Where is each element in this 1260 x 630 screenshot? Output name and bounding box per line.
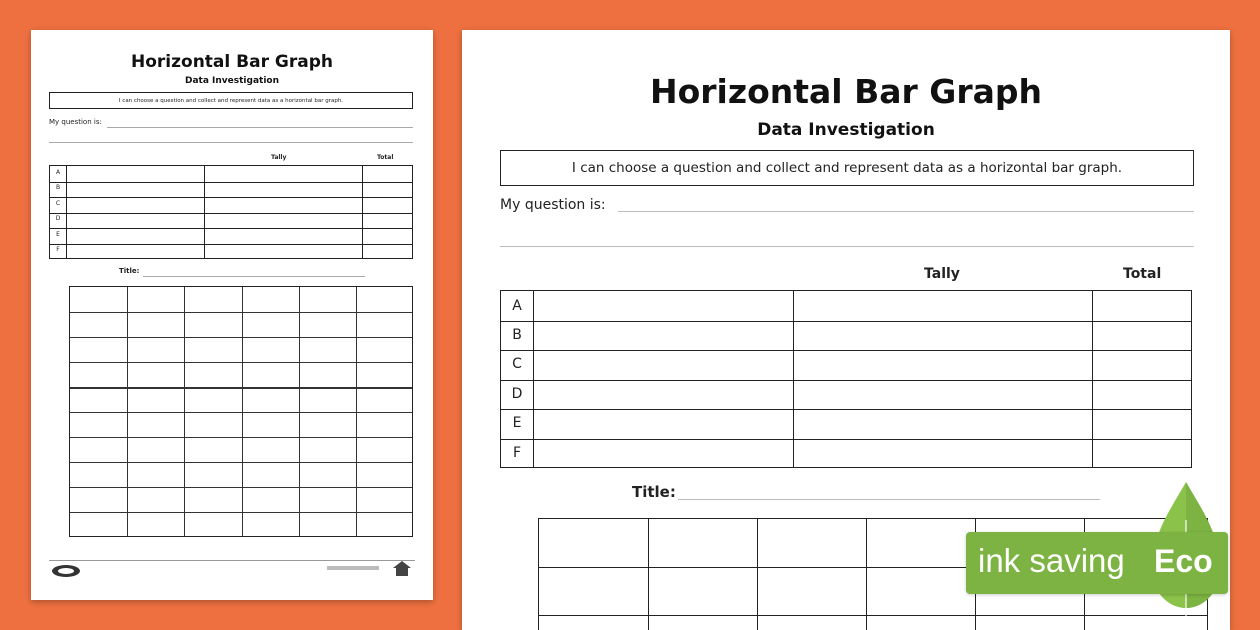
- eco-label: Eco: [1154, 543, 1213, 579]
- row-label-c: C: [512, 356, 522, 372]
- preview-total-header: Total: [377, 154, 394, 161]
- preview-row-label: B: [55, 184, 61, 191]
- preview-goal-box: [49, 92, 413, 109]
- ink-saving-text: ink saving: [978, 542, 1125, 579]
- worksheet-subtitle: Data Investigation: [757, 120, 935, 140]
- preview-row-label: E: [56, 231, 60, 238]
- preview-row-label: F: [56, 246, 60, 253]
- preview-graph-title-line: [143, 276, 365, 277]
- goal-text: I can choose a question and collect and represent data as a horizontal bar graph.: [571, 160, 1123, 176]
- question-label: My question is:: [500, 197, 606, 213]
- tally-header: Tally: [924, 266, 960, 282]
- preview-footer-meta: [327, 566, 379, 570]
- row-label-e: E: [512, 415, 522, 431]
- row-label-d: D: [511, 386, 523, 402]
- preview-row-label: C: [55, 200, 61, 207]
- total-header: Total: [1123, 266, 1162, 282]
- graph-title-line: [678, 499, 1100, 500]
- preview-tally-header: Tally: [271, 154, 287, 161]
- preview-row-label: A: [55, 169, 61, 176]
- preview-question-label: My question is:: [49, 118, 102, 126]
- worksheet-title: Horizontal Bar Graph: [649, 72, 1043, 111]
- tally-table: [500, 290, 1192, 468]
- row-label-b: B: [512, 327, 522, 343]
- row-label-a: A: [512, 298, 522, 314]
- goal-box: [500, 150, 1194, 186]
- preview-goal-text: I can choose a question and collect and represent data as a horizontal bar graph.: [118, 97, 344, 104]
- preview-footer-logo-icon: [51, 564, 81, 578]
- preview-row-label: D: [55, 215, 61, 222]
- question-answer-line-2: [500, 246, 1194, 247]
- question-answer-line: [618, 211, 1194, 212]
- preview-subtitle: Data Investigation: [184, 76, 280, 86]
- preview-footer-rule: [49, 560, 415, 561]
- preview-title: Horizontal Bar Graph: [131, 52, 333, 72]
- preview-question-line: [107, 127, 413, 128]
- preview-question-line-2: [49, 142, 413, 143]
- preview-graph-title-label: Title:: [119, 267, 140, 275]
- worksheet-preview-thumbnail[interactable]: [31, 30, 433, 600]
- preview-bar-graph-grid: [69, 286, 413, 537]
- row-label-f: F: [512, 445, 522, 461]
- graph-title-label: Title:: [632, 483, 676, 501]
- preview-footer-badge-icon: [391, 560, 413, 578]
- ink-saving-badge: [966, 532, 1228, 594]
- preview-tally-table: [49, 165, 413, 259]
